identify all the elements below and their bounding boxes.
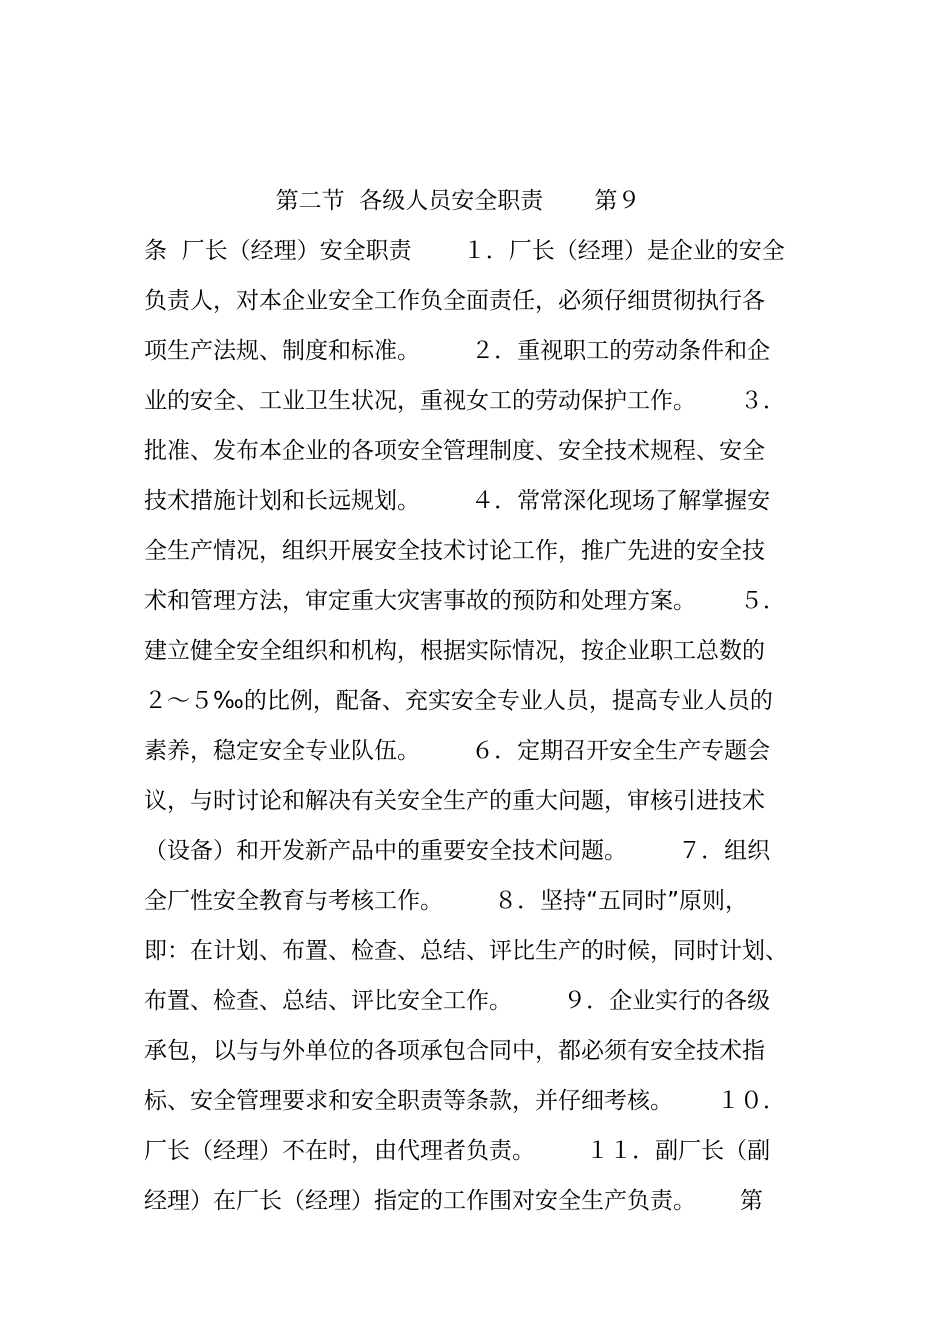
text-line: 标、安全管理要求和安全职责等条款，并仔细考核。 １０． [144,1088,786,1114]
text-line: 技术措施计划和长远规划。 ４．常常深化现场了解掌握安 [144,488,771,514]
text-line: 全厂性安全教育与考核工作。 ８．坚持“五同时”原则， [144,888,749,914]
text-line: 议，与时讨论和解决有关安全生产的重大问题，审核引进技术 [144,788,765,814]
text-line: 业的安全、工业卫生状况，重视女工的劳动保护工作。 ３． [144,388,786,414]
body-text [144,176,844,1226]
text-line: ２～５‰的比例，配备、充实安全专业人员，提高专业人员的 [144,688,773,714]
text-line: 即：在计划、布置、检查、总结、评比生产的时候，同时计划、 [144,938,788,964]
text-line: 建立健全安全组织和机构，根据实际情况，按企业职工总数的 [144,638,765,664]
text-line: 条 厂长（经理）安全职责 １．厂长（经理）是企业的安全 [144,238,785,264]
text-line: 项生产法规、制度和标准。 ２．重视职工的劳动条件和企 [144,338,771,364]
text-line: （设备）和开发新产品中的重要安全技术问题。 ７．组织 [144,838,771,864]
text-line: 经理）在厂长（经理）指定的工作围对安全生产负责。 第 [144,1188,763,1214]
text-line: 厂长（经理）不在时，由代理者负责。 １１．副厂长（副 [144,1138,771,1164]
text-line: 负责人，对本企业安全工作负全面责任，必须仔细贯彻执行各 [144,288,765,314]
text-line: 承包，以与与外单位的各项承包合同中，都必须有安全技术指 [144,1038,765,1064]
text-line: 第二节 各级人员安全职责 第９ [144,188,641,214]
text-line: 全生产情况，组织开展安全技术讨论工作，推广先进的安全技 [144,538,765,564]
text-line: 素养，稳定安全专业队伍。 ６．定期召开安全生产专题会 [144,738,771,764]
text-line: 术和管理方法，审定重大灾害事故的预防和处理方案。 ５． [144,588,786,614]
text-line: 布置、检查、总结、评比安全工作。 ９．企业实行的各级 [144,988,771,1014]
text-line: 批准、发布本企业的各项安全管理制度、安全技术规程、安全 [144,438,765,464]
